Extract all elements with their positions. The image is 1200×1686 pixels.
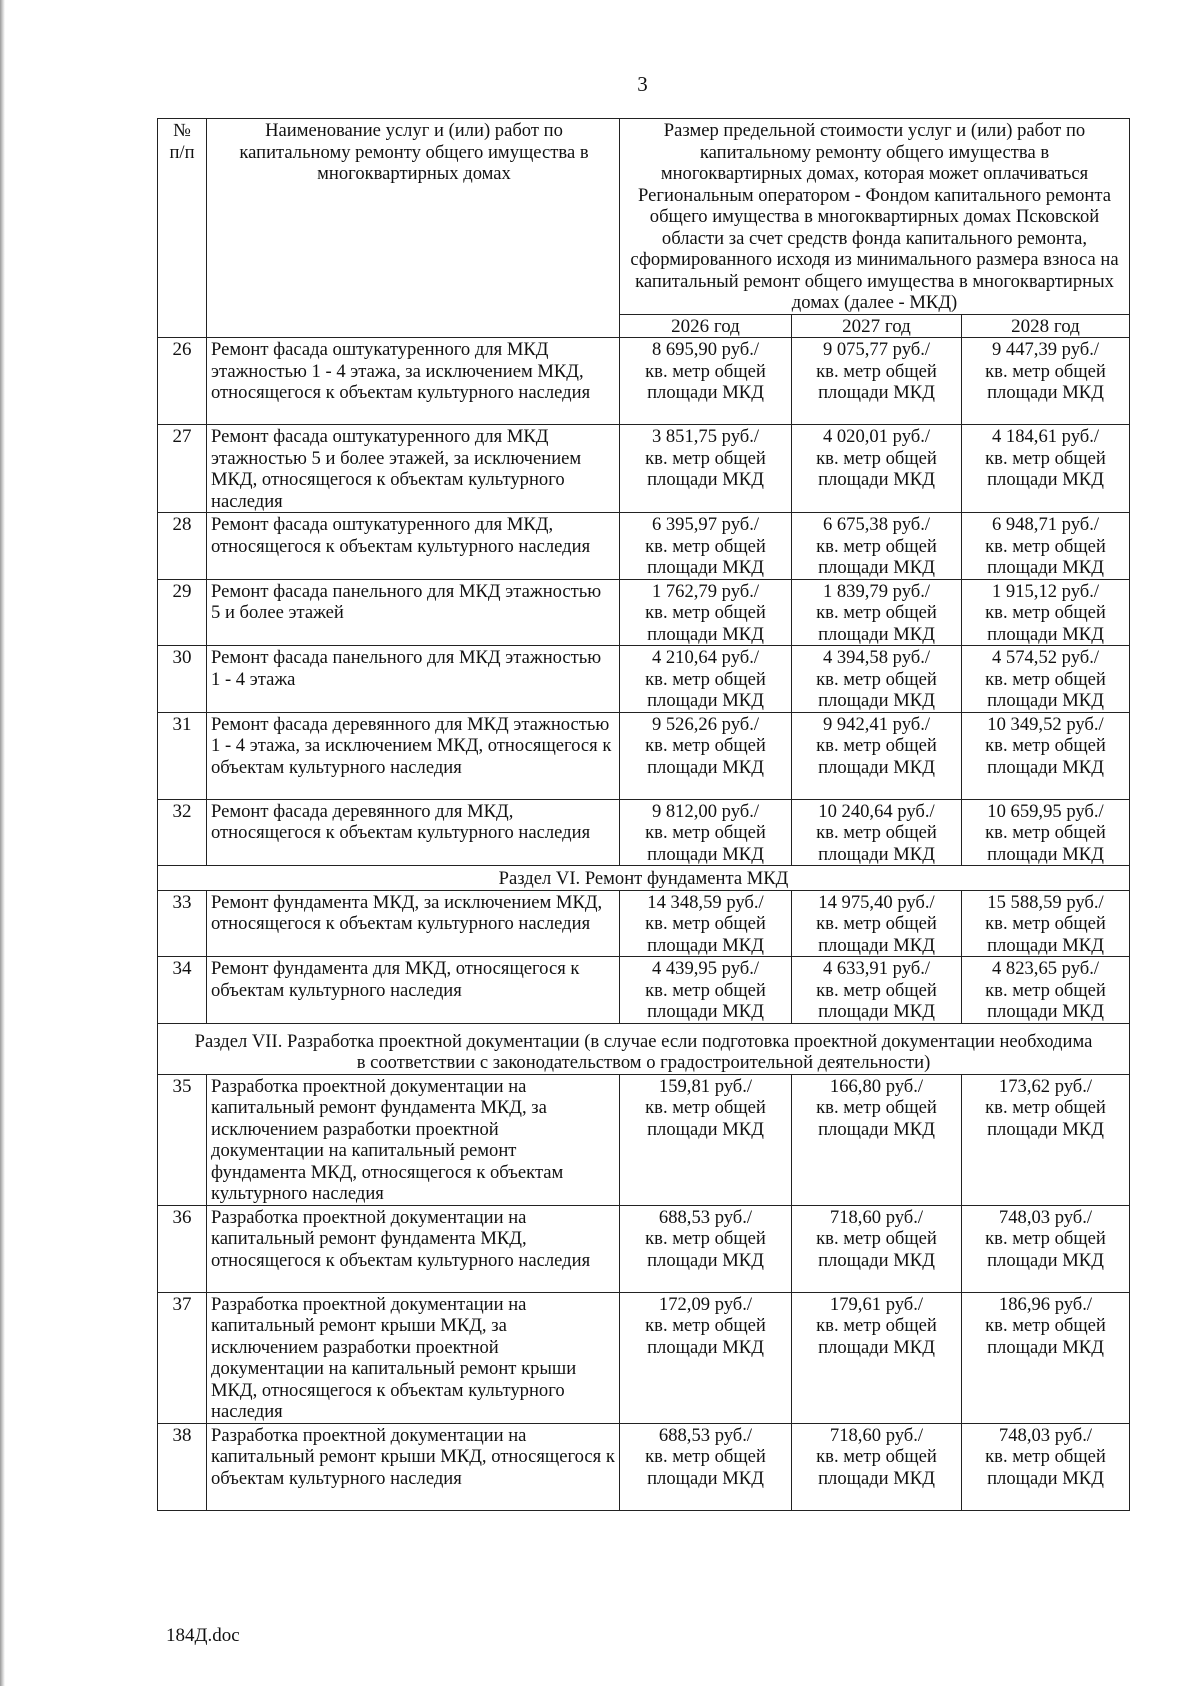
price-unit-line1: кв. метр общей — [985, 913, 1106, 934]
header-cost: Размер предельной стоимости услуг и (или) работ по капитальному ремонту общего имущества в многоквартирных домах, которая может оплачиваться Региональным оператором - Фондом капитального ремонта общего имущества в многоквартирных домах Псковской области за счет средств фонда капитального ремонта, сформированного исходя из минимального размера взноса на капитальный ремонт общего имущества в многоквартирных домах (далее - МКД) — [620, 119, 1130, 315]
price-value: 4 633,91 руб./ — [822, 958, 931, 979]
row-work-name: Ремонт фасада оштукатуренного для МКД этажностью 5 и более этажей, за исключением МКД, относящегося к объектам культурного наследия — [207, 425, 620, 513]
table-row — [158, 513, 1130, 580]
row-number: 35 — [158, 1074, 207, 1205]
price-unit-line1: кв. метр общей — [816, 1097, 937, 1118]
row-work-name: Ремонт фасада деревянного для МКД, относящегося к объектам культурного наследия — [207, 799, 620, 866]
row-price-2027 — [792, 425, 962, 513]
price-unit-line1: кв. метр общей — [816, 913, 937, 934]
section-row — [158, 866, 1130, 891]
table-row — [158, 799, 1130, 866]
price-unit-line2: площади МКД — [818, 469, 935, 490]
row-price-2027 — [792, 1074, 962, 1205]
price-unit-line1: кв. метр общей — [816, 668, 937, 690]
price-value: 9 812,00 руб./ — [651, 800, 760, 822]
price-value: 10 659,95 руб./ — [987, 800, 1104, 822]
price-unit-line2: площади МКД — [818, 934, 935, 956]
price-unit-line1: кв. метр общей — [816, 360, 937, 382]
price-value: 8 695,90 руб./ — [651, 339, 760, 360]
row-work-name: Ремонт фасада панельного для МКД этажностью 1 - 4 этажа — [207, 646, 620, 713]
price-unit-line2: площади МКД — [987, 1001, 1104, 1022]
price-value: 4 823,65 руб./ — [991, 958, 1100, 979]
price-unit-line2: площади МКД — [987, 1249, 1104, 1271]
row-price-2028 — [962, 799, 1130, 866]
section-title: Раздел VII. Разработка проектной документации (в случае если подготовка проектной документации необходима в соответствии с законодательством о градостроительной деятельности) — [158, 1023, 1130, 1074]
row-price-2026 — [620, 425, 792, 513]
row-number: 36 — [158, 1205, 207, 1292]
price-unit-line1: кв. метр общей — [816, 1315, 937, 1336]
price-value: 748,03 руб./ — [998, 1424, 1093, 1446]
table-body — [158, 338, 1130, 1511]
price-unit-line1: кв. метр общей — [816, 1228, 937, 1249]
price-unit-line2: площади МКД — [987, 469, 1104, 490]
table-row — [158, 1292, 1130, 1423]
price-value: 688,53 руб./ — [658, 1424, 753, 1446]
price-unit-line2: площади МКД — [647, 690, 764, 711]
price-value: 718,60 руб./ — [829, 1206, 924, 1228]
price-value: 748,03 руб./ — [998, 1206, 1093, 1228]
price-value: 3 851,75 руб./ — [651, 426, 760, 447]
price-value: 186,96 руб./ — [998, 1293, 1093, 1315]
price-unit-line2: площади МКД — [987, 756, 1104, 778]
row-price-2026 — [620, 957, 792, 1024]
price-unit-line2: площади МКД — [818, 1336, 935, 1358]
price-value: 6 395,97 руб./ — [651, 514, 760, 535]
page-number: 3 — [637, 72, 648, 96]
row-price-2027 — [792, 712, 962, 799]
price-unit-line1: кв. метр общей — [985, 447, 1106, 469]
price-unit-line1: кв. метр общей — [816, 822, 937, 843]
price-unit-line1: кв. метр общей — [645, 913, 766, 934]
header-year-2028: 2028 год — [962, 314, 1130, 338]
price-value: 173,62 руб./ — [998, 1075, 1093, 1097]
price-value: 4 020,01 руб./ — [822, 426, 931, 447]
price-unit-line2: площади МКД — [818, 1467, 935, 1489]
row-price-2028 — [962, 1074, 1130, 1205]
row-price-2028 — [962, 1205, 1130, 1292]
row-work-name: Ремонт фундамента для МКД, относящегося к объектам культурного наследия — [207, 957, 620, 1024]
row-work-name: Разработка проектной документации на капитальный ремонт фундамента МКД, относящегося к объектам культурного наследия — [207, 1205, 620, 1292]
price-unit-line1: кв. метр общей — [985, 822, 1106, 843]
table-row — [158, 712, 1130, 799]
price-unit-line2: площади МКД — [647, 382, 764, 403]
row-price-2026 — [620, 338, 792, 425]
row-price-2026 — [620, 1074, 792, 1205]
row-work-name: Разработка проектной документации на капитальный ремонт крыши МКД, за исключением разработки проектной документации на капитальный ремонт крыши МКД, относящегося к объектам культурного наследия — [207, 1292, 620, 1423]
price-unit-line1: кв. метр общей — [816, 535, 937, 557]
section-row — [158, 1023, 1130, 1074]
price-unit-line1: кв. метр общей — [985, 360, 1106, 382]
price-unit-line2: площади МКД — [647, 934, 764, 956]
price-value: 9 526,26 руб./ — [651, 713, 760, 735]
row-work-name: Ремонт фундамента МКД, за исключением МКД, относящегося к объектам культурного наследия — [207, 890, 620, 957]
price-value: 15 588,59 руб./ — [987, 891, 1104, 913]
price-unit-line1: кв. метр общей — [816, 447, 937, 469]
price-unit-line2: площади МКД — [818, 557, 935, 578]
price-unit-line1: кв. метр общей — [645, 602, 766, 623]
row-work-name: Ремонт фасада оштукатуренного для МКД, относящегося к объектам культурного наследия — [207, 513, 620, 580]
price-unit-line1: кв. метр общей — [816, 979, 937, 1001]
price-value: 6 948,71 руб./ — [991, 514, 1100, 535]
row-number: 30 — [158, 646, 207, 713]
price-unit-line1: кв. метр общей — [645, 447, 766, 469]
price-value: 159,81 руб./ — [658, 1075, 753, 1097]
row-number: 32 — [158, 799, 207, 866]
row-number: 27 — [158, 425, 207, 513]
table-header-row — [158, 119, 1130, 315]
price-unit-line2: площади МКД — [647, 557, 764, 578]
row-price-2028 — [962, 579, 1130, 646]
row-price-2027 — [792, 1205, 962, 1292]
row-price-2027 — [792, 646, 962, 713]
row-number: 31 — [158, 712, 207, 799]
price-unit-line2: площади МКД — [818, 690, 935, 711]
row-work-name: Ремонт фасада оштукатуренного для МКД этажностью 1 - 4 этажа, за исключением МКД, относящегося к объектам культурного наследия — [207, 338, 620, 425]
price-unit-line1: кв. метр общей — [985, 535, 1106, 557]
price-unit-line1: кв. метр общей — [985, 1228, 1106, 1249]
price-unit-line2: площади МКД — [647, 469, 764, 490]
row-price-2026 — [620, 1205, 792, 1292]
row-number: 33 — [158, 890, 207, 957]
price-value: 4 439,95 руб./ — [651, 958, 760, 979]
row-price-2026 — [620, 799, 792, 866]
row-price-2026 — [620, 579, 792, 646]
price-value: 1 762,79 руб./ — [651, 580, 760, 602]
price-unit-line1: кв. метр общей — [985, 1097, 1106, 1118]
price-value: 166,80 руб./ — [829, 1075, 924, 1097]
price-value: 9 075,77 руб./ — [822, 339, 931, 360]
row-price-2027 — [792, 1292, 962, 1423]
price-unit-line1: кв. метр общей — [816, 735, 937, 756]
price-unit-line1: кв. метр общей — [645, 1228, 766, 1249]
price-value: 9 447,39 руб./ — [991, 339, 1100, 360]
price-unit-line2: площади МКД — [987, 934, 1104, 956]
row-number: 26 — [158, 338, 207, 425]
row-price-2028 — [962, 1423, 1130, 1510]
price-unit-line1: кв. метр общей — [816, 602, 937, 623]
row-price-2028 — [962, 957, 1130, 1024]
price-unit-line2: площади МКД — [647, 623, 764, 645]
price-unit-line1: кв. метр общей — [985, 979, 1106, 1001]
price-unit-line1: кв. метр общей — [645, 735, 766, 756]
row-price-2028 — [962, 425, 1130, 513]
price-unit-line2: площади МКД — [647, 1336, 764, 1358]
price-unit-line2: площади МКД — [647, 1118, 764, 1140]
price-unit-line1: кв. метр общей — [645, 668, 766, 690]
price-value: 688,53 руб./ — [658, 1206, 753, 1228]
price-unit-line2: площади МКД — [987, 843, 1104, 865]
row-price-2028 — [962, 646, 1130, 713]
table-row — [158, 338, 1130, 425]
price-unit-line2: площади МКД — [647, 843, 764, 865]
row-price-2028 — [962, 1292, 1130, 1423]
price-unit-line1: кв. метр общей — [645, 822, 766, 843]
row-price-2027 — [792, 799, 962, 866]
price-value: 4 394,58 руб./ — [822, 647, 931, 668]
row-price-2028 — [962, 890, 1130, 957]
price-value: 10 349,52 руб./ — [987, 713, 1104, 735]
price-value: 172,09 руб./ — [658, 1293, 753, 1315]
header-num: № п/п — [158, 119, 207, 338]
row-price-2027 — [792, 890, 962, 957]
row-work-name: Разработка проектной документации на капитальный ремонт фундамента МКД, за исключением разработки проектной документации на капитальный ремонт фундамента МКД, относящегося к объектам культурного наследия — [207, 1074, 620, 1205]
price-value: 179,61 руб./ — [829, 1293, 924, 1315]
price-unit-line2: площади МКД — [818, 1249, 935, 1271]
price-unit-line1: кв. метр общей — [645, 1315, 766, 1336]
price-unit-line2: площади МКД — [647, 1249, 764, 1271]
row-work-name: Ремонт фасада деревянного для МКД этажностью 1 - 4 этажа, за исключением МКД, относящегося к объектам культурного наследия — [207, 712, 620, 799]
price-unit-line2: площади МКД — [818, 1001, 935, 1022]
price-value: 10 240,64 руб./ — [818, 800, 935, 822]
row-price-2026 — [620, 712, 792, 799]
price-unit-line2: площади МКД — [818, 843, 935, 865]
price-value: 1 839,79 руб./ — [822, 580, 931, 602]
price-value: 6 675,38 руб./ — [822, 514, 931, 535]
row-price-2026 — [620, 1423, 792, 1510]
row-number: 37 — [158, 1292, 207, 1423]
header-year-2026: 2026 год — [620, 314, 792, 338]
price-unit-line2: площади МКД — [987, 1336, 1104, 1358]
price-value: 718,60 руб./ — [829, 1424, 924, 1446]
row-work-name: Разработка проектной документации на капитальный ремонт крыши МКД, относящегося к объектам культурного наследия — [207, 1423, 620, 1510]
price-unit-line1: кв. метр общей — [985, 602, 1106, 623]
price-unit-line1: кв. метр общей — [645, 1097, 766, 1118]
table-row — [158, 579, 1130, 646]
price-unit-line2: площади МКД — [987, 1467, 1104, 1489]
row-number: 29 — [158, 579, 207, 646]
price-unit-line1: кв. метр общей — [645, 360, 766, 382]
price-unit-line2: площади МКД — [818, 756, 935, 778]
table-row — [158, 646, 1130, 713]
table-row — [158, 1423, 1130, 1510]
price-unit-line2: площади МКД — [987, 690, 1104, 711]
row-price-2027 — [792, 513, 962, 580]
header-year-2027: 2027 год — [792, 314, 962, 338]
price-unit-line2: площади МКД — [647, 1001, 764, 1022]
price-value: 14 975,40 руб./ — [818, 891, 935, 913]
row-number: 38 — [158, 1423, 207, 1510]
price-unit-line2: площади МКД — [818, 1118, 935, 1140]
price-unit-line2: площади МКД — [987, 623, 1104, 645]
price-unit-line2: площади МКД — [818, 382, 935, 403]
row-number: 34 — [158, 957, 207, 1024]
row-price-2028 — [962, 513, 1130, 580]
price-unit-line1: кв. метр общей — [645, 535, 766, 557]
row-price-2027 — [792, 579, 962, 646]
table-row — [158, 425, 1130, 513]
price-unit-line2: площади МКД — [647, 1467, 764, 1489]
row-work-name: Ремонт фасада панельного для МКД этажностью 5 и более этажей — [207, 579, 620, 646]
row-price-2026 — [620, 1292, 792, 1423]
table-row — [158, 1205, 1130, 1292]
price-value: 4 184,61 руб./ — [991, 426, 1100, 447]
price-value: 9 942,41 руб./ — [822, 713, 931, 735]
price-unit-line2: площади МКД — [987, 1118, 1104, 1140]
price-unit-line2: площади МКД — [987, 382, 1104, 403]
price-unit-line2: площади МКД — [987, 557, 1104, 578]
price-unit-line1: кв. метр общей — [985, 668, 1106, 690]
header-name: Наименование услуг и (или) работ по капитальному ремонту общего имущества в многоквартирных домах — [207, 119, 620, 338]
table-row — [158, 957, 1130, 1024]
row-price-2026 — [620, 890, 792, 957]
row-price-2027 — [792, 957, 962, 1024]
price-table — [157, 118, 1130, 1511]
price-unit-line1: кв. метр общей — [985, 1446, 1106, 1467]
price-value: 4 210,64 руб./ — [651, 647, 760, 668]
row-price-2026 — [620, 646, 792, 713]
price-value: 1 915,12 руб./ — [991, 580, 1100, 602]
table-row — [158, 1074, 1130, 1205]
price-unit-line1: кв. метр общей — [816, 1446, 937, 1467]
price-value: 4 574,52 руб./ — [991, 647, 1100, 668]
table-row — [158, 890, 1130, 957]
price-unit-line1: кв. метр общей — [645, 979, 766, 1001]
row-price-2028 — [962, 712, 1130, 799]
section-title: Раздел VI. Ремонт фундамента МКД — [158, 866, 1130, 891]
row-number: 28 — [158, 513, 207, 580]
row-price-2028 — [962, 338, 1130, 425]
row-price-2027 — [792, 1423, 962, 1510]
price-unit-line1: кв. метр общей — [985, 1315, 1106, 1336]
row-price-2027 — [792, 338, 962, 425]
row-price-2026 — [620, 513, 792, 580]
price-unit-line2: площади МКД — [647, 756, 764, 778]
price-value: 14 348,59 руб./ — [647, 891, 764, 913]
price-unit-line1: кв. метр общей — [645, 1446, 766, 1467]
footer-filename: 184Д.doc — [166, 1625, 240, 1646]
price-unit-line2: площади МКД — [818, 623, 935, 645]
price-unit-line1: кв. метр общей — [985, 735, 1106, 756]
scan-edge — [0, 0, 5, 1686]
